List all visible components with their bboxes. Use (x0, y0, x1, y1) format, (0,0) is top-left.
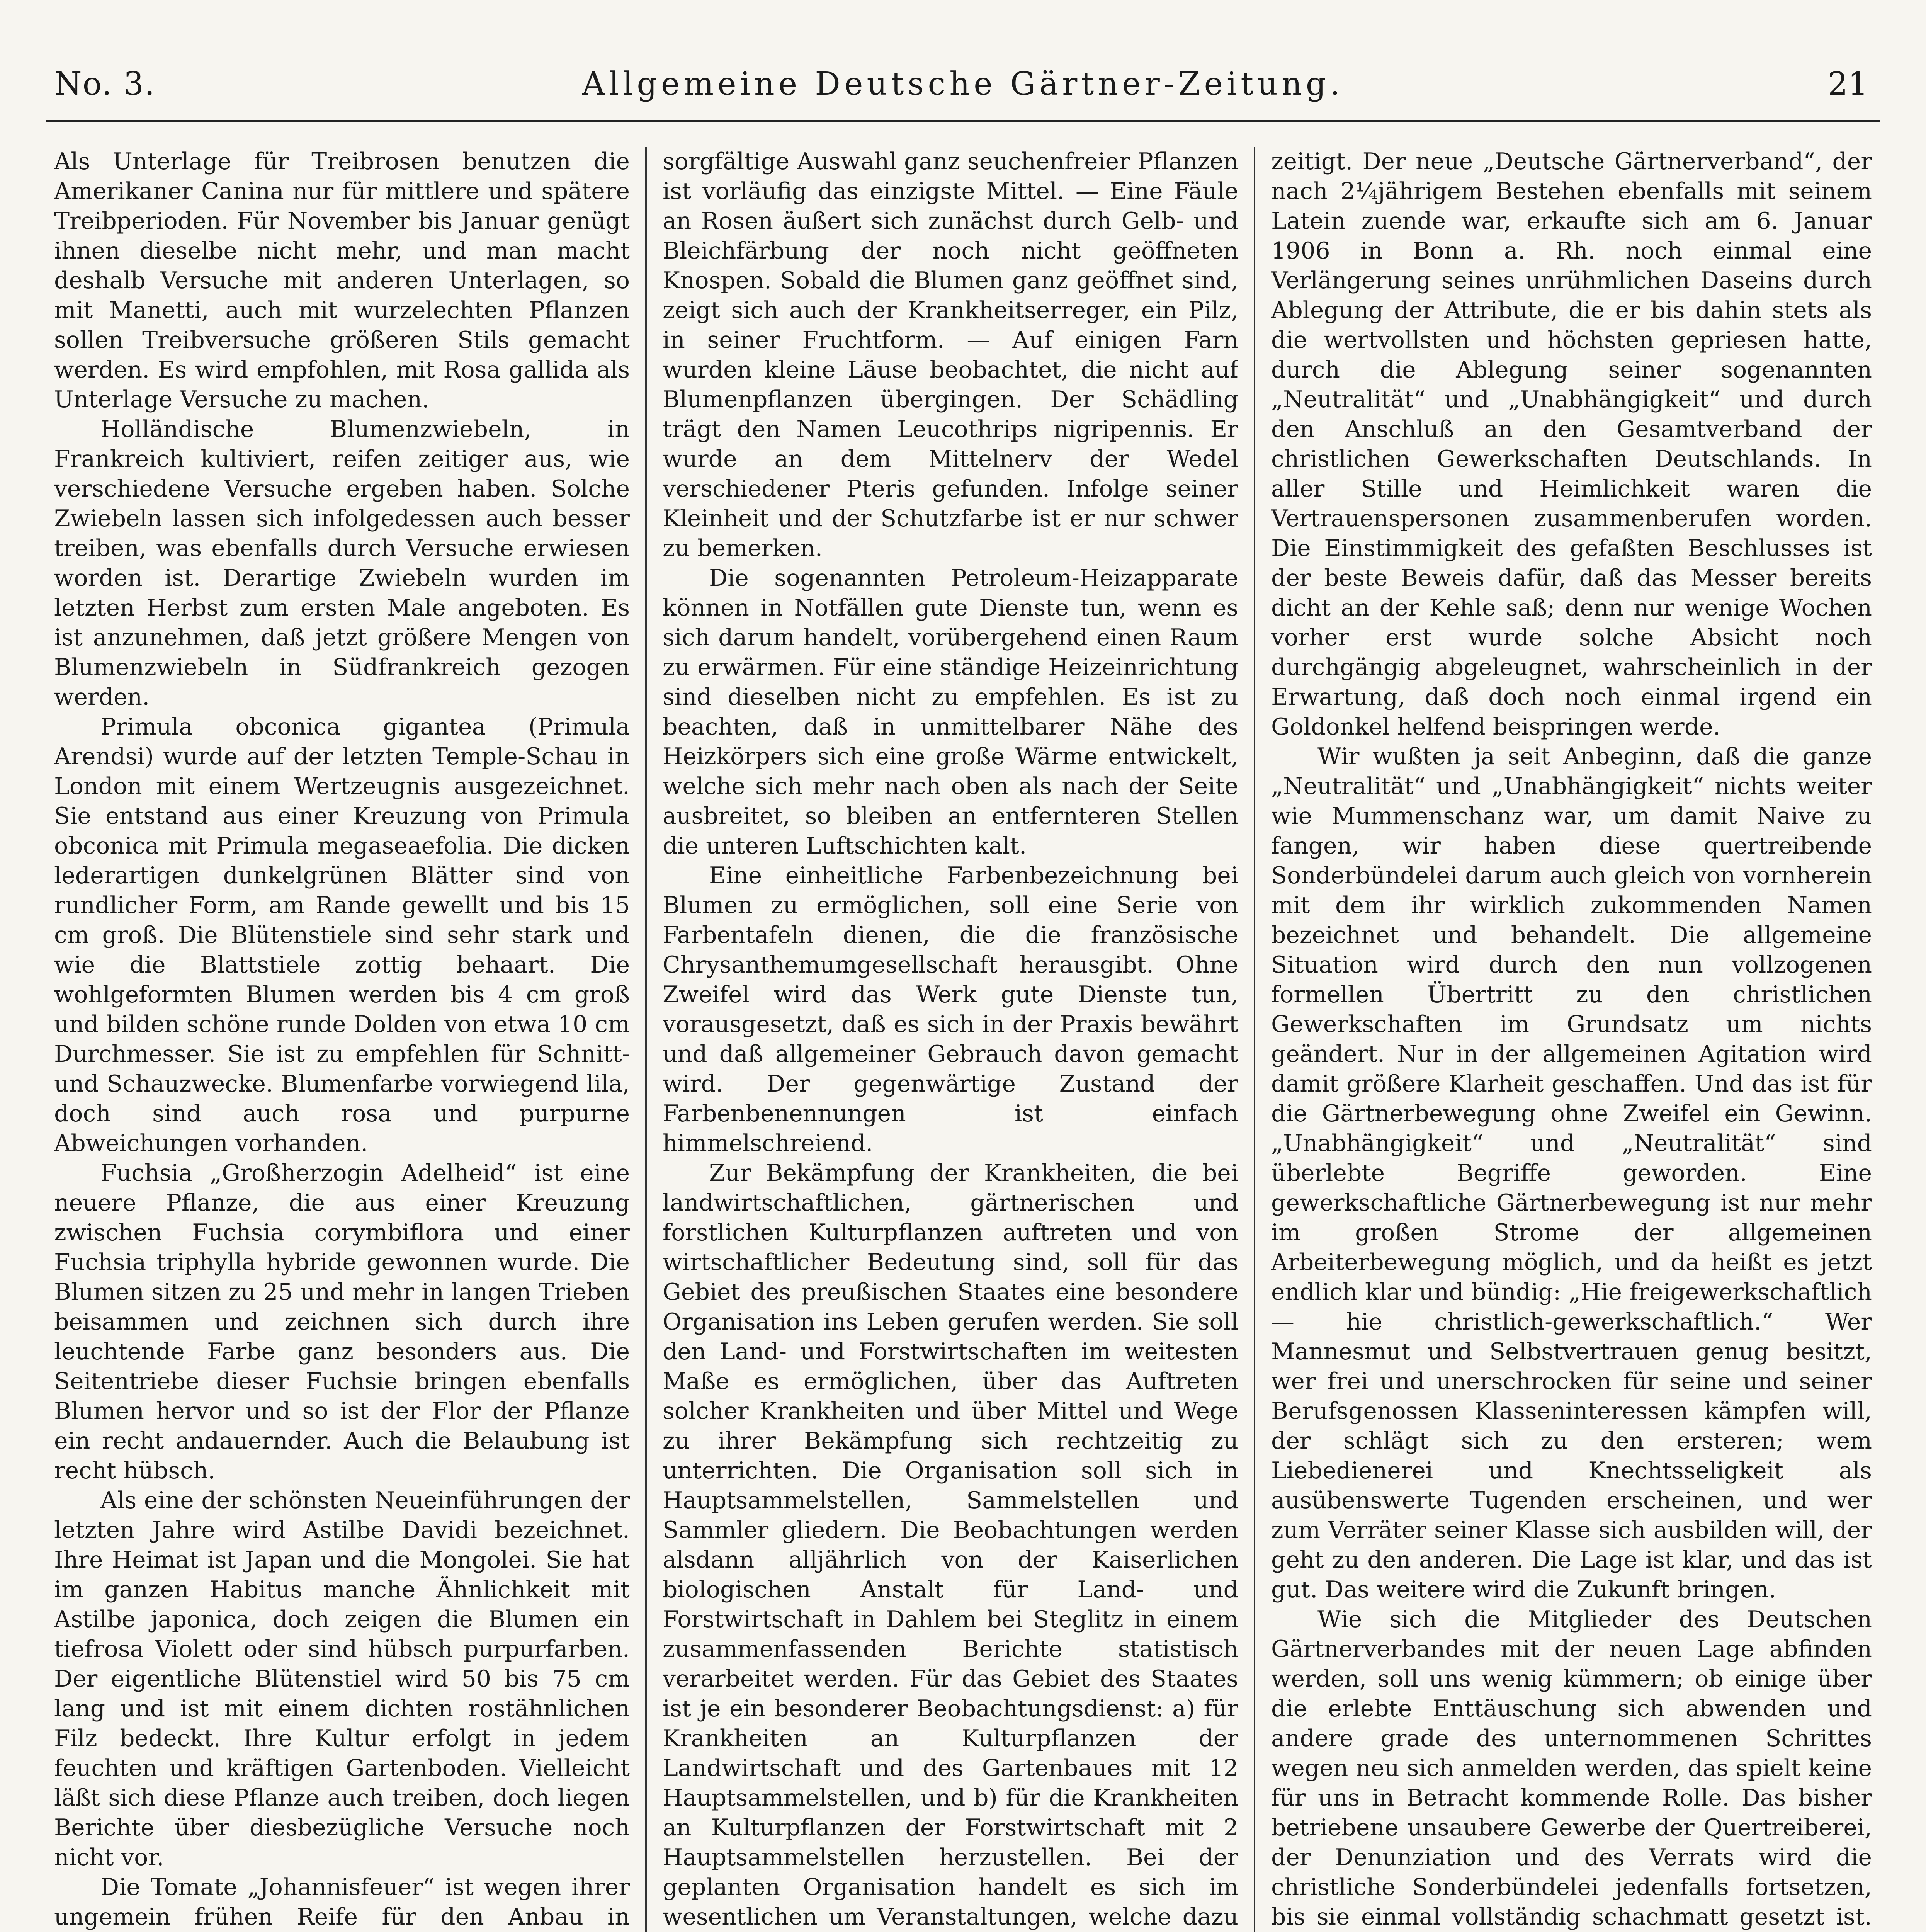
column-1 (54, 147, 630, 1932)
article-paragraph: Wir wußten ja seit Anbeginn, daß die ganze „Neutralität“ und „Unabhängigkeit“ nichts weiter wie Mummenschanz war, um damit Naive zu fangen, wir haben diese quertreibende Sonderbündelei darum auch gleich von vornherein mit dem ihr wirklich zukommenden Namen bezeichnet und behandelt. Die allgemeine Situation wird durch den nun vollzogenen formellen Übertritt zu den christlichen Gewerkschaften im Grundsatz um nichts geändert. Nur in der allgemeinen Agitation wird damit größere Klarheit geschaffen. Und das ist für die Gärtnerbewegung ohne Zweifel ein Gewinn. „Unabhängigkeit“ und „Neutralität“ sind überlebte Begriffe geworden. Eine gewerkschaftliche Gärtnerbewegung ist nur mehr im großen Strome der allgemeinen Arbeiterbewegung möglich, und da heißt es jetzt endlich klar und bündig: „Hie freigewerkschaftlich — hie christlich-gewerkschaftlich.“ Wer Mannesmut und Selbstvertrauen genug besitzt, wer frei und unerschrocken für seine und seiner Berufsgenossen Klasseninteressen kämpfen will, der schlägt sich zu den ersteren; wem Liebedienerei und Knechtsseligkeit als ausübenswerte Tugenden erscheinen, und wer zum Verräter seiner Klasse sich ausbilden will, der geht zu den anderen. Die Lage ist klar, und das ist gut. Das weitere wird die Zukunft bringen. (1271, 743, 1872, 1603)
page-header (46, 58, 1880, 116)
column-divider (1254, 147, 1255, 1932)
article-paragraph: Die sogenannten Petroleum-Heizapparate können in Notfällen gute Dienste tun, wenn es sich darum handelt, vorübergehend einen Raum zu erwärmen. Für eine ständige Heizeinrichtung sind dieselben nicht zu empfehlen. Es ist zu beachten, daß in unmittelbarer Nähe des Heizkörpers sich eine große Wärme entwickelt, welche sich mehr nach oben als nach der Seite ausbreitet, so bleiben an entfernteren Stellen die unteren Luftschichten kalt. (663, 565, 1238, 859)
issue-number: No. 3. (54, 66, 156, 102)
column-2 (663, 147, 1238, 1932)
newspaper-title: Allgemeine Deutsche Gärtner-Zeitung. (582, 66, 1344, 102)
article-paragraph: Primula obconica gigantea (Primula Arendsi) wurde auf der letzten Temple-Schau in London mit einem Wertzeugnis ausgezeichnet. Sie entstand aus einer Kreuzung von Primula obconica mit Primula megaseaefolia. Die dicken lederartigen dunkelgrünen Blätter sind von rundlicher Form, am Rande gewellt und bis 15 cm groß. Die Blütenstiele sind sehr stark und wie die Blattstiele zottig behaart. Die wohlgeformten Blumen werden bis 4 cm groß und bilden schöne runde Dolden von etwa 10 cm Durchmesser. Sie ist zu empfehlen für Schnitt- und Schauzwecke. Blumenfarbe vorwiegend lila, doch sind auch rosa und purpurne Abweichungen vorhanden. (54, 713, 630, 1157)
article-paragraph: Fuchsia „Großherzogin Adelheid“ ist eine neuere Pflanze, die aus einer Kreuzung zwischen Fuchsia corymbiflora und einer Fuchsia triphylla hybride gewonnen wurde. Die Blumen sitzen zu 25 und mehr in langen Trieben beisammen und zeichnen sich durch ihre leuchtende Farbe ganz besonders aus. Die Seitentriebe dieser Fuchsie bringen ebenfalls Blumen hervor und so ist der Flor der Pflanze ein recht andauernder. Auch die Belaubung ist recht hübsch. (54, 1160, 630, 1484)
article-paragraph: Eine einheitliche Farbenbezeichnung bei Blumen zu ermöglichen, soll eine Serie von Farbentafeln dienen, die die französische Chrysanthemumgesellschaft herausgibt. Ohne Zweifel wird das Werk gute Dienste tun, vorausgesetzt, daß es sich in der Praxis bewährt und daß allgemeiner Gebrauch davon gemacht wird. Der gegenwärtige Zustand der Farbenbenennungen ist einfach himmelschreiend. (663, 862, 1238, 1157)
article-paragraph: sorgfältige Auswahl ganz seuchenfreier Pflanzen ist vorläufig das einzigste Mittel. — Eine Fäule an Rosen äußert sich zunächst durch Gelb- und Bleichfärbung der noch nicht geöffneten Knospen. Sobald die Blumen ganz geöffnet sind, zeigt sich auch der Krankheitserreger, ein Pilz, in seiner Fruchtform. — Auf einigen Farn wurden kleine Läuse beobachtet, die nicht auf Blumenpflanzen übergingen. Der Schädling trägt den Namen Leucothrips nigripennis. Er wurde an dem Mittelnerv der Wedel verschiedener Pteris gefunden. Infolge seiner Kleinheit und der Schutzfarbe ist er nur schwer zu bemerken. (663, 148, 1238, 562)
article-paragraph: Als eine der schönsten Neueinführungen der letzten Jahre wird Astilbe Davidi bezeichnet. Ihre Heimat ist Japan und die Mongolei. Sie hat im ganzen Habitus manche Ähnlichkeit mit Astilbe japonica, doch zeigen die Blumen ein tiefrosa Violett oder sind hübsch purpurfarben. Der eigentliche Blütenstiel wird 50 bis 75 cm lang und ist mit einem dichten rostähnlichen Filz bedeckt. Ihre Kultur erfolgt in jedem feuchten und kräftigen Gartenboden. Vielleicht läßt sich diese Pflanze auch treiben, doch liegen Berichte über diesbezügliche Versuche noch nicht vor. (54, 1487, 630, 1871)
column-divider (645, 147, 647, 1932)
header-rule (46, 120, 1880, 122)
page-number: 21 (1827, 66, 1868, 102)
article-paragraph: Die Tomate „Johannisfeuer“ ist wegen ihrer ungemein frühen Reife für den Anbau in (54, 1874, 630, 1930)
article-paragraph: Zur Bekämpfung der Krankheiten, die bei landwirtschaftlichen, gärtnerischen und forstlichen Kulturpflanzen auftreten und von wirtschaftlicher Bedeutung sind, soll für das Gebiet des preußischen Staates eine besondere Organisation ins Leben gerufen werden. Sie soll den Land- und Forstwirtschaften im weitesten Maße es ermöglichen, über das Auftreten solcher Krankheiten und über Mittel und Wege zu ihrer Bekämpfung sich rechtzeitig zu unterrichten. Die Organisation soll sich in Hauptsammelstellen, Sammelstellen und Sammler gliedern. Die Beobachtungen werden alsdann alljährlich von der Kaiserlichen biologischen Anstalt für Land- und Forstwirtschaft in Dahlem bei Steglitz in einem zusammenfassenden Berichte statistisch verarbeitet werden. Für das Gebiet des Staates ist je ein besonderer Beobachtungsdienst: a) für Krankheiten an Kulturpflanzen der Landwirtschaft und des Gartenbaues mit 12 Hauptsammelstellen, und b) für die Krankheiten an Kulturpflanzen der Forstwirtschaft mit 2 Hauptsammelstellen herzustellen. Bei der geplanten Organisation handelt es sich im wesentlichen um Veranstaltungen, welche dazu (663, 1160, 1238, 1930)
article-paragraph: Wie sich die Mitglieder des Deutschen Gärtnerverbandes mit der neuen Lage abfinden werden, soll uns wenig kümmern; ob einige über die erlebte Enttäuschung sich abwenden und andere grade des unternommenen Schrittes wegen neu sich anmelden werden, das spielt keine für uns in Betracht kommende Rolle. Das bisher betriebene unsaubere Gewerbe der Quertreiberei, der Denunziation und des Verrats wird die christliche Sonderbündelei jedenfalls fortsetzen, bis sie einmal vollständig schachmatt gesetzt ist. (1271, 1606, 1872, 1930)
column-3 (1271, 147, 1872, 1932)
article-paragraph: zeitigt. Der neue „Deutsche Gärtnerverband“, der nach 2¼jährigem Bestehen ebenfalls mit seinem Latein zuende war, erkaufte sich am 6. Januar 1906 in Bonn a. Rh. noch einmal eine Verlängerung seines unrühmlichen Daseins durch Ablegung der Attribute, die er bis dahin stets als die wertvollsten und höchsten gepriesen hatte, durch die Ablegung seiner sogenannten „Neutralität“ und „Unabhängigkeit“ und durch den Anschluß an den Gesamtverband der christlichen Gewerkschaften Deutschlands. In aller Stille und Heimlichkeit waren die Vertrauenspersonen zusammenberufen worden. Die Einstimmigkeit des gefaßten Beschlusses ist der beste Beweis dafür, daß das Messer bereits dicht an der Kehle saß; denn nur wenige Wochen vorher erst wurde solche Absicht noch durchgängig abgeleugnet, wahrscheinlich in der Erwartung, daß doch noch einmal irgend ein Goldonkel helfend beispringen werde. (1271, 148, 1872, 740)
article-paragraph: Als Unterlage für Treibrosen benutzen die Amerikaner Canina nur für mittlere und spätere Treibperioden. Für November bis Januar genügt ihnen dieselbe nicht mehr, und man macht deshalb Versuche mit anderen Unterlagen, so mit Manetti, auch mit wurzelechten Pflanzen sollen Treibversuche größeren Stils gemacht werden. Es wird empfohlen, mit Rosa gallida als Unterlage Versuche zu machen. (54, 148, 630, 413)
article-paragraph: Holländische Blumenzwiebeln, in Frankreich kultiviert, reifen zeitiger aus, wie verschiedene Versuche ergeben haben. Solche Zwiebeln lassen sich infolgedessen auch besser treiben, was ebenfalls durch Versuche erwiesen worden ist. Derartige Zwiebeln wurden im letzten Herbst zum ersten Male angeboten. Es ist anzunehmen, daß jetzt größere Mengen von Blumenzwiebeln in Südfrankreich gezogen werden. (54, 416, 630, 711)
